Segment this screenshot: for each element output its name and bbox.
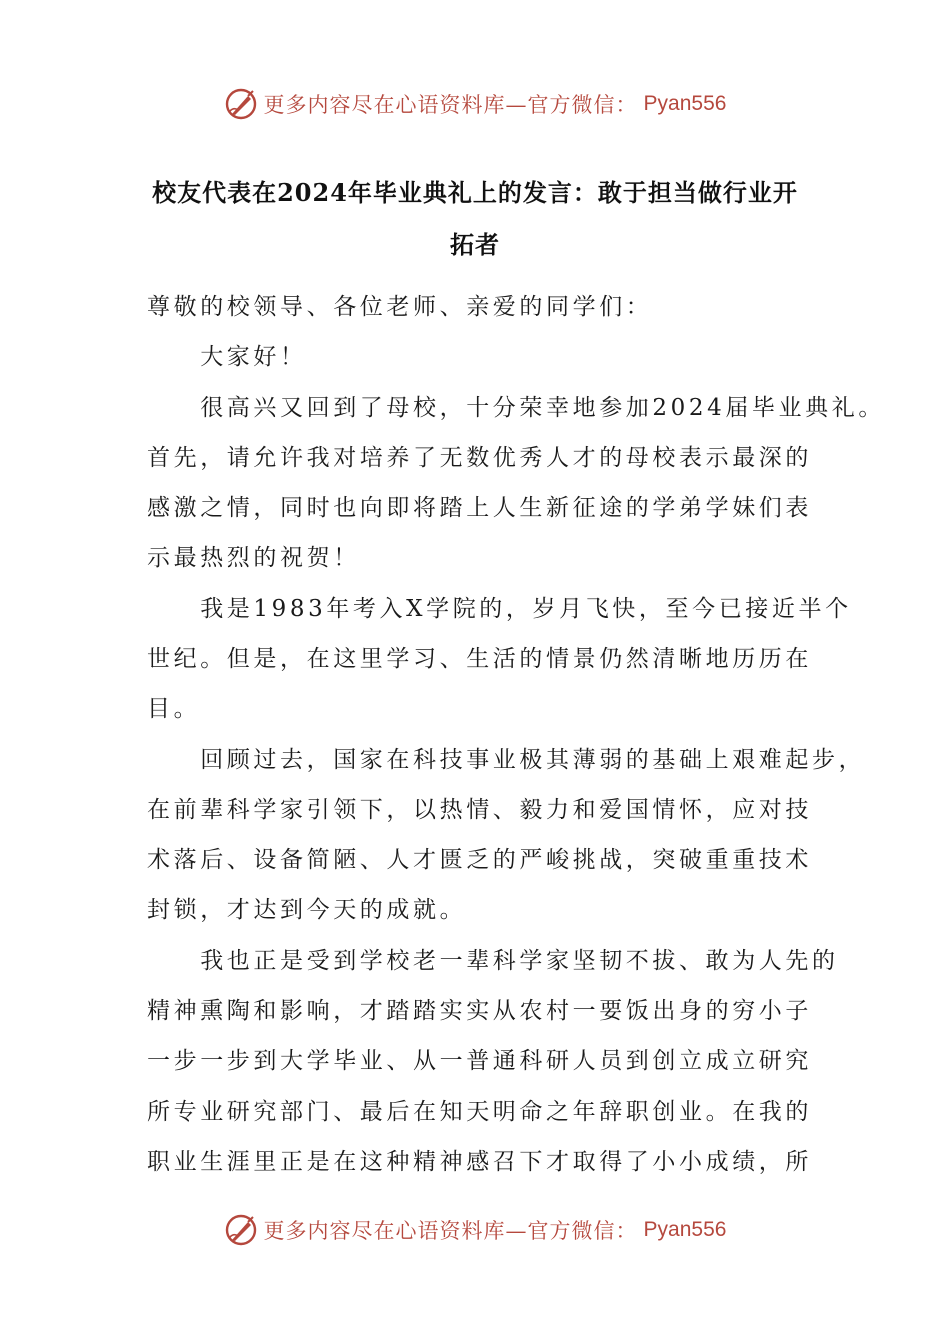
- banner-text: 更多内容尽在心语资料库—官方微信：: [263, 1219, 638, 1243]
- quill-pen-logo-icon: [224, 87, 258, 121]
- body-line: 尊敬的校领导、各位老师、亲爱的同学们：: [147, 294, 653, 320]
- body-line: 我是1983年考入X学院的，岁月飞快，至今已接近半个: [147, 596, 852, 622]
- banner-text: 更多内容尽在心语资料库—官方微信：: [263, 93, 638, 117]
- quill-pen-logo-icon: [224, 1213, 258, 1247]
- body-line: 目。: [147, 696, 201, 722]
- document-title-line-2: 拓者: [450, 230, 500, 259]
- body-line: 封锁，才达到今天的成就。: [147, 897, 467, 923]
- wechat-handle: Pyan556: [643, 92, 727, 115]
- document-title-line-1: 校友代表在2024年毕业典礼上的发言：敢于担当做行业开: [152, 178, 798, 207]
- header-banner: [0, 84, 950, 124]
- body-line: 很高兴又回到了母校，十分荣幸地参加2024届毕业典礼。: [147, 395, 885, 421]
- wechat-handle: Pyan556: [643, 1218, 727, 1241]
- body-line: 精神熏陶和影响，才踏踏实实从农村一要饭出身的穷小子: [147, 998, 812, 1024]
- body-line: 回顾过去，国家在科技事业极其薄弱的基础上艰难起步，: [147, 747, 866, 773]
- body-line: 世纪。但是，在这里学习、生活的情景仍然清晰地历历在: [147, 646, 812, 672]
- body-line: 首先，请允许我对培养了无数优秀人才的母校表示最深的: [147, 445, 812, 471]
- body-line: 术落后、设备简陋、人才匮乏的严峻挑战，突破重重技术: [147, 847, 812, 873]
- body-line: 我也正是受到学校老一辈科学家坚韧不拔、敢为人先的: [147, 948, 839, 974]
- body-line: 感激之情，同时也向即将踏上人生新征途的学弟学妹们表: [147, 495, 812, 521]
- body-line: 大家好！: [147, 344, 307, 370]
- body-line: 在前辈科学家引领下，以热情、毅力和爱国情怀，应对技: [147, 797, 812, 823]
- body-line: 一步一步到大学毕业、从一普通科研人员到创立成立研究: [147, 1048, 812, 1074]
- body-line: 示最热烈的祝贺！: [147, 545, 360, 571]
- footer-banner: [0, 1210, 950, 1250]
- body-line: 所专业研究部门、最后在知天明命之年辞职创业。在我的: [147, 1099, 812, 1125]
- body-line: 职业生涯里正是在这种精神感召下才取得了小小成绩，所: [147, 1149, 812, 1175]
